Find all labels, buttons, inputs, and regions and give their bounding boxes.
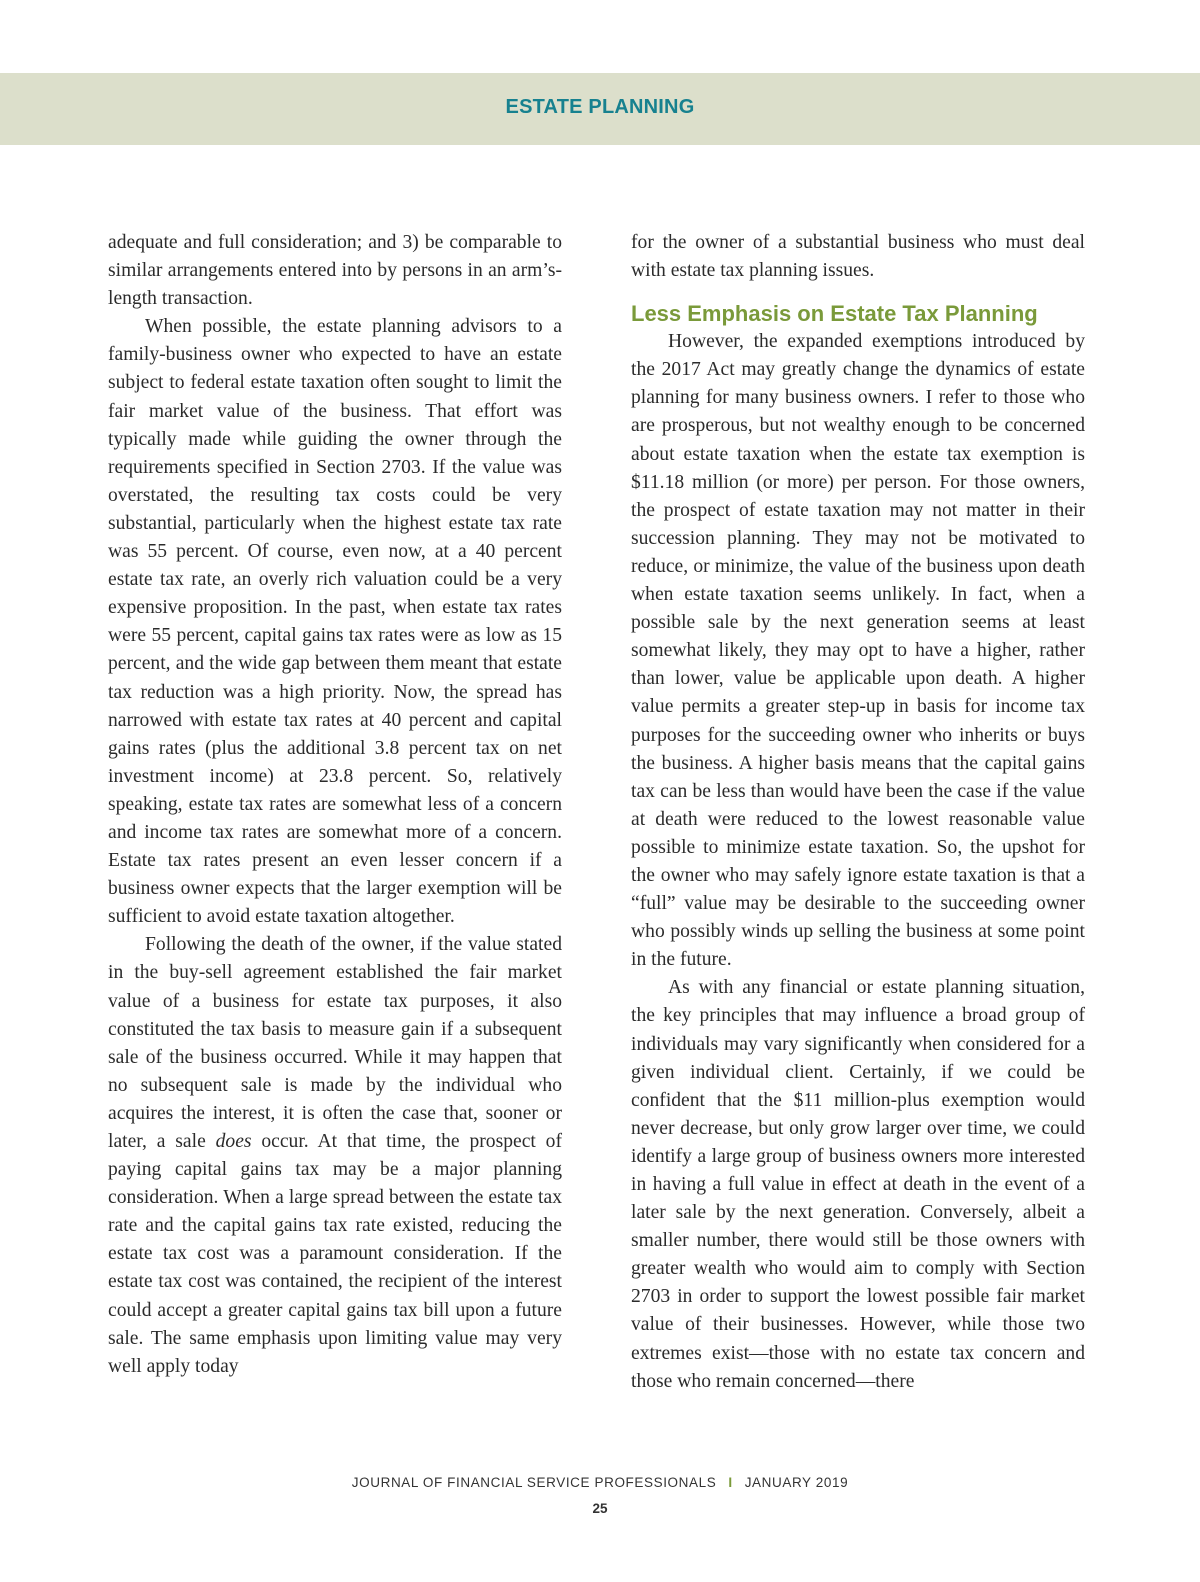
right-paragraph-1: for the owner of a substantial business who must deal with estate tax planning issues. bbox=[631, 232, 1085, 282]
left-paragraph-2: When possible, the estate planning advisors to a family-business owner who expected to have an estate subject to federal estate taxation often sought to limit the fair market value of the business. That effort was typically made while guiding the owner through the requirements specified in Section 2703. If the value was overstated, the resulting tax costs could be very substantial, particularly when the highest estate tax rate was 55 percent. Of course, even now, at a 40 percent estate tax rate, an overly rich valuation could be a very expensive proposition. In the past, when estate tax rates were 55 percent, capital gains tax rates were as low as 15 percent, and the wide gap between them meant that estate tax reduction was a high priority. Now, the spread has narrowed with estate tax rates at 40 percent and capital gains rates (plus the additional 3.8 percent tax on net investment income) at 23.8 percent. So, relatively speaking, estate tax rates are somewhat less of a concern and income tax rates are somewhat more of a concern. Estate tax rates present an even lesser concern if a business owner expects that the larger exemption will be sufficient to avoid estate taxation altogether. bbox=[108, 316, 562, 928]
left-paragraph-3-text-b: occur. At that time, the prospect of paying capital gains tax may be a major planning consideration. When a large spread between the estate tax rate and the capital gains tax rate existed, reducing the estate tax cost was a paramount consideration. If the estate tax cost was contained, the recipient of the interest could accept a greater capital gains tax bill upon a future sale. The same emphasis upon limiting value may very well apply today bbox=[108, 1131, 562, 1377]
footer-separator: I bbox=[728, 1475, 733, 1490]
section-label: ESTATE PLANNING bbox=[505, 96, 695, 118]
left-paragraph-3-text-a: Following the death of the owner, if the value stated in the buy-sell agreement established the fair market value of a business for estate tax purposes, it also constituted the tax basis to measure gain if a subsequent sale of the business occurred. While it may happen that no subsequent sale is made by the individual who acquires the interest, it is often the case that, sooner or later, a sale bbox=[108, 934, 562, 1152]
left-paragraph-3 bbox=[108, 931, 562, 1381]
footer-line bbox=[0, 1475, 1200, 1490]
left-paragraph-3-emphasis: does bbox=[215, 1131, 252, 1152]
footer-journal: JOURNAL OF FINANCIAL SERVICE PROFESSIONALS bbox=[351, 1475, 717, 1490]
page-number: 25 bbox=[592, 1501, 608, 1516]
right-paragraph-2: However, the expanded exemptions introduced by the 2017 Act may greatly change the dynamics of estate planning for many business owners. I refer to those who are prosperous, but not wealthy enough to be concerned about estate taxation when the estate tax exemption is $11.18 million (or more) per person. For those owners, the prospect of estate taxation may not matter in their succession planning. They may not be motivated to reduce, or minimize, the value of the business upon death when estate taxation seems unlikely. In fact, when a possible sale by the next generation seems at least somewhat likely, they may opt to have a higher, rather than lower, value be applicable upon death. A higher value permits a greater step-up in basis for income tax purposes for the succeeding owner who inherits or buys the business. A higher basis means that the capital gains tax can be less than would have been the case if the value at death were reduced to the lowest reasonable value possible to minimize estate taxation. So, the upshot for the owner who may safely ignore estate taxation is that a “full” value may be desirable to the succeeding owner who possibly winds up selling the business at some point in the future. bbox=[631, 331, 1085, 971]
left-paragraph-1: adequate and full consideration; and 3) be comparable to similar arrangements entered into by persons in an arm’s-length transaction. bbox=[108, 232, 562, 310]
right-paragraph-3: As with any financial or estate planning situation, the key principles that may influence a broad group of individuals may vary significantly when considered for a given individual client. Certainly, if we could be confident that the $11 million-plus exemption would never decrease, but only grow larger over time, we could identify a large group of business owners more interested in having a full value in effect at death in the event of a later sale by the next generation. Conversely, albeit a smaller number, there would still be those owners with greater wealth who would aim to comply with Section 2703 in order to support the lowest possible fair market value of their businesses. However, while those two extremes exist—those with no estate tax concern and those who remain concerned—there bbox=[631, 977, 1085, 1392]
subheading: Less Emphasis on Estate Tax Planning bbox=[631, 301, 1038, 327]
left-column bbox=[108, 229, 562, 1381]
footer-date: JANUARY 2019 bbox=[744, 1475, 849, 1490]
right-column bbox=[631, 229, 1085, 1396]
